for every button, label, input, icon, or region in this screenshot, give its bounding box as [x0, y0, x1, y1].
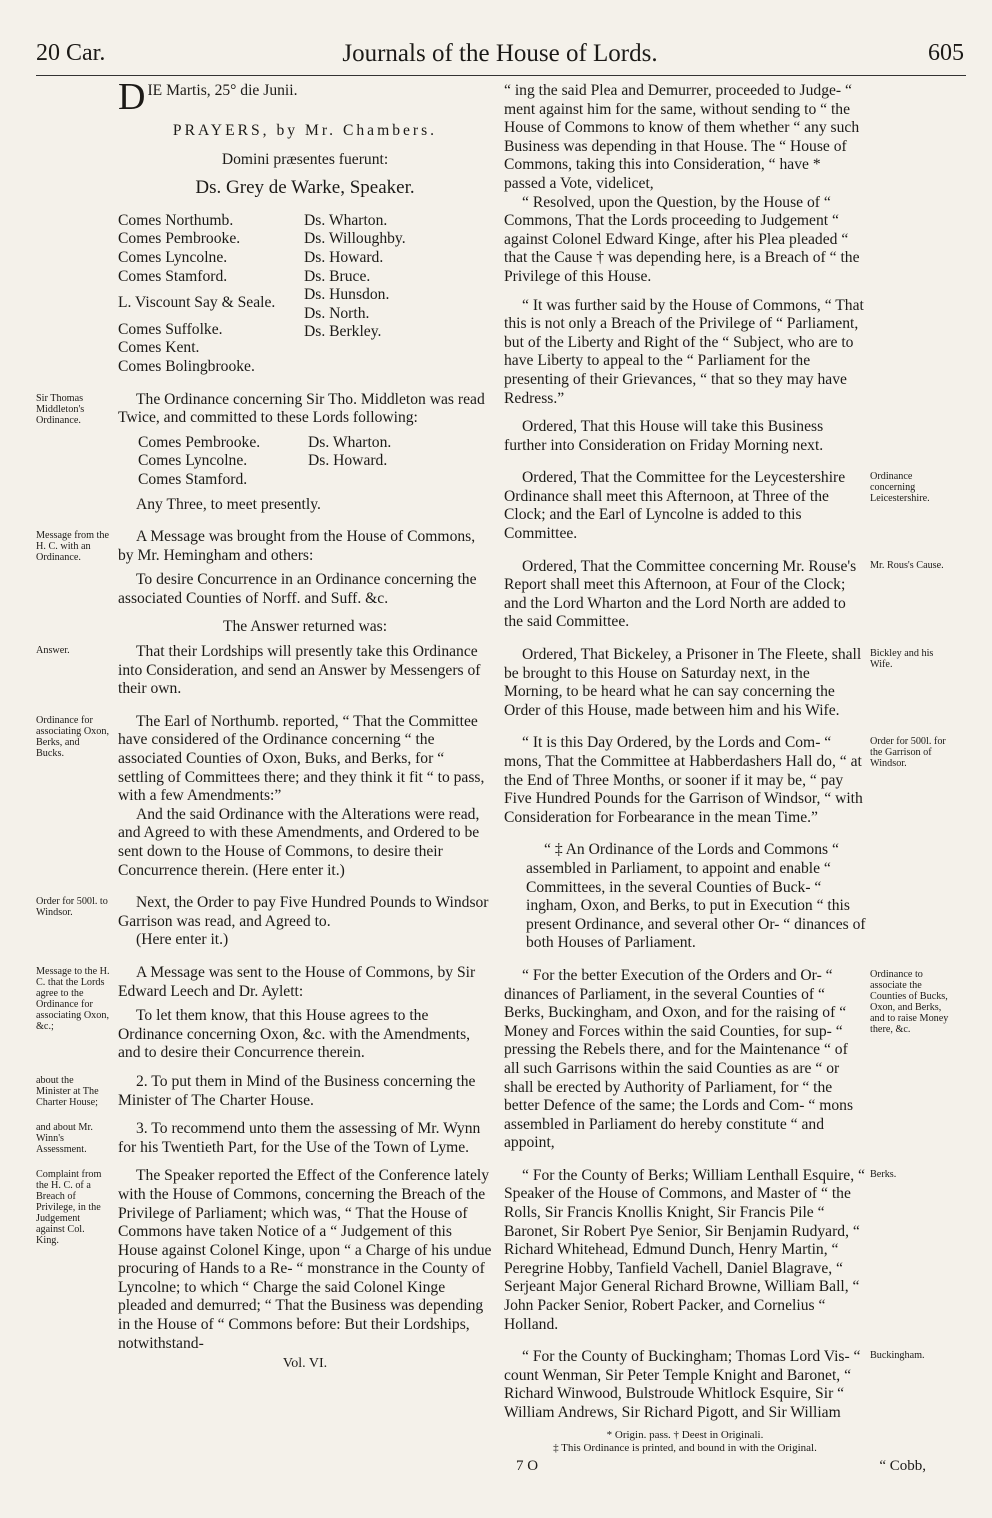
header-session: 20 Car.	[36, 40, 106, 66]
paragraph: A Message was brought from the House of Commons, by Mr. Hemingham and others:	[118, 528, 476, 564]
date-text: IE Martis, 25° die Junii.	[147, 82, 298, 99]
paragraph: “ Resolved, upon the Question, by the House of “ Commons, That the Lords proceeding to Judgement “ against Colonel Edward Kinge, after his Plea pleaded “ that the Cause † was depending here, is a Breach of “ the Privilege of this House.	[504, 193, 860, 285]
paragraph: The Speaker reported the Effect of the Conference lately with the House of Commons, concerning the Breach of the Privilege of Parliament; which was, “ That the House of Commons have taken Notice of a “ Judgement of this House against Colonel Kinge, upon “ a Charge of his undue procuring of Hands to a Re- “ monstrance in the County of Lyncolne; to which “ Charge the said Colonel Kinge pleaded and demurred; “ That the Business was depending in the House of “ Commons before: But their Lordships, notwithstand-	[118, 1167, 492, 1352]
paragraph: “ ‡ An Ordinance of the Lords and Commons “ assembled in Parliament, to appoint and enable “ Committees, in the several Counties of Buck- “ ingham, Oxon, and Berks, to put in Execution “ this present Ordinance, and several other Or- “ dinances of both Houses of Parliament.	[526, 841, 866, 952]
margin-note: Ordinance for associating Oxon, Berks, and Bucks.	[36, 714, 109, 759]
lord-name: Ds. Howard.	[304, 248, 384, 266]
speaker-line: Ds. Grey de Warke, Speaker.	[195, 177, 415, 199]
lord-name: Comes Stamford.	[118, 267, 228, 285]
lord-name: Ds. Bruce.	[304, 267, 371, 285]
paragraph: The Ordinance concerning Sir Tho. Middleton was read Twice, and committed to these Lords following:	[118, 390, 485, 427]
margin-note: and about Mr. Winn's Assessment.	[36, 1122, 93, 1156]
section-order-windsor	[36, 894, 492, 950]
paragraph: Next, the Order to pay Five Hundred Pounds to Windsor Garrison was read, and Agreed to.	[118, 894, 489, 930]
margin-note: Complaint from the H. C. of a Breach of Privilege, in the Judgement against Col. King.	[36, 1169, 102, 1247]
margin-note: Message from the H. C. with an Ordinance.	[36, 530, 109, 564]
section-ordinance-title	[526, 841, 866, 953]
footnote: * Origin. pass. † Deest in Originali.	[606, 1428, 764, 1441]
prayers-line: PRAYERS, by Mr. Chambers.	[172, 122, 438, 139]
lord-name: Comes Bolingbrooke.	[118, 357, 255, 375]
section-charter-house	[36, 1072, 492, 1110]
margin-note: Bickley and his Wife.	[870, 648, 934, 671]
paragraph: A Message was sent to the House of Commons, by Sir Edward Leech and Dr. Aylett:	[118, 963, 476, 1000]
left-column	[36, 76, 498, 1374]
section-message-commons	[36, 528, 492, 608]
lord-name: Ds. Wharton.	[304, 211, 388, 229]
paragraph: “ For the County of Berks; William Lenthall Esquire, “ Speaker of the House of Commons, and Master of “ the Rolls, Sir Francis Knollis Knight, Sir Francis Pile “ Baronet, Sir Robert Pye Senior, Sir Benjamin Rudyard, “ Richard Whitehead, Edmund Dunch, Henry Martin, “ Peregrine Hobby, Tanfield Vachell, Daniel Blagrave, “ Serjeant Major General Richard Browne, William Ball, “ John Packer Senior, Robert Packer, and Cornelius “ Holland.	[504, 1166, 865, 1333]
lord-name: Ds. Wharton.	[308, 433, 392, 451]
section-message-lords-agree	[36, 963, 492, 1063]
paragraph: The Earl of Northumb. reported, “ That the Committee have considered of the Ordinance concerning “ the associated Counties of Oxon, Buks, and Berks, for “ settling of Committees there; and they think it fit “ to pass, with a few Amendments:”	[118, 712, 485, 805]
paragraph: Ordered, That Bickeley, a Prisoner in The Fleete, shall be brought to this House on Saturday next, in the Morning, to be heard what he can say concerning the Order of this House, made between him and his Wife.	[504, 646, 862, 719]
paragraph: Any Three, to meet presently.	[136, 495, 321, 513]
margin-note: Buckingham.	[870, 1350, 925, 1362]
paragraph: “ For the County of Buckingham; Thomas Lord Vis- “ count Wenman, Sir Peter Temple Knight and Baronet, “ Richard Winwood, Bulstroude Whitlock Esquire, Sir “ William Andrews, Sir Richard Pigott, and Sir William	[504, 1348, 861, 1421]
lord-name: Comes Lyncolne.	[138, 452, 248, 470]
domini-line: Domini præsentes fuerunt:	[221, 150, 389, 168]
paragraph: To let them know, that this House agrees to the Ordinance concerning Oxon, &c. with the Amendments, and to desire their Concurrence therein.	[118, 1007, 471, 1062]
section-berks	[504, 1166, 897, 1334]
paragraph: Ordered, That the Committee concerning Mr. Rouse's Report shall meet this Afternoon, at Four of the Clock; and the Lord Wharton and the Lord North are added to the said Committee.	[504, 557, 857, 631]
section-ordinance-preamble	[504, 966, 949, 1153]
paragraph: That their Lordships will presently take this Ordinance into Consideration, and send an Answer by Messengers of their own.	[118, 643, 481, 698]
answer-heading: The Answer returned was:	[222, 618, 388, 636]
margin-note: Order for 500l. for the Garrison of Windsor.	[870, 736, 946, 770]
margin-note: Mr. Rous's Cause.	[870, 559, 944, 571]
header-rule	[36, 75, 966, 76]
lord-name: Ds. Howard.	[308, 452, 388, 470]
date-dropcap: D	[118, 76, 146, 118]
paragraph: 2. To put them in Mind of the Business concerning the Minister of The Charter House.	[118, 1072, 476, 1109]
paragraph: Ordered, That this House will take this Business further into Consideration on Friday Morning next.	[504, 418, 824, 454]
header-title: Journals of the House of Lords.	[342, 40, 658, 67]
margin-note: Order for 500l. to Windsor.	[36, 896, 108, 919]
paragraph: And the said Ordinance with the Alterations were read, and Agreed to with these Amendments, and Ordered to be sent down to the House of Commons, to desire their Concurrence therein. (Here enter it.)	[118, 805, 480, 879]
catchword: “ Cobb,	[879, 1457, 926, 1474]
lord-name: Ds. Willoughby.	[304, 230, 406, 248]
section-buckingham	[504, 1348, 925, 1422]
lord-name: Ds. Berkley.	[304, 323, 382, 341]
volume-mark: Vol. VI.	[282, 1356, 328, 1372]
paragraph: (Here enter it.)	[136, 931, 229, 949]
margin-note: Sir Thomas Middleton's Ordinance.	[36, 392, 85, 426]
section-answer	[36, 643, 492, 699]
present-lords	[118, 212, 492, 377]
lord-name: Comes Pembrooke.	[118, 230, 241, 248]
section-privilege-complaint	[36, 1167, 492, 1353]
footnote: ‡ This Ordinance is printed, and bound in with the Original.	[553, 1441, 817, 1454]
signature-mark: 7 O	[516, 1457, 539, 1474]
page-header	[36, 40, 964, 74]
lord-name: L. Viscount Say & Seale.	[118, 294, 276, 312]
section-middleton	[36, 390, 492, 515]
margin-note: Ordinance to associate the Counties of Bucks, Oxon, and Berks, and to raise Money there, &c.	[870, 968, 949, 1035]
paragraph: 3. To recommend unto them the assessing of Mr. Wynn for his Twentieth Part, for the Use of the Town of Lyme.	[118, 1120, 481, 1156]
header-page-number: 605	[928, 40, 964, 66]
section-leicestershire	[504, 469, 930, 543]
lord-name: Comes Northumb.	[118, 211, 234, 229]
committee-lords	[138, 434, 492, 490]
lord-name: Comes Suffolke.	[118, 320, 223, 338]
paragraph: To desire Concurrence in an Ordinance concerning the associated Counties of Norff. and Suff. &c.	[118, 571, 477, 607]
lord-name: Ds. Hunsdon.	[304, 286, 390, 304]
margin-note: Ordinance concerning Leicestershire.	[870, 471, 930, 505]
paragraph: “ It is this Day Ordered, by the Lords and Com- “ mons, That the Committee at Habberdashers Hall do, “ at the End of Three Months, or sooner if it may be, “ pay Five Hundred Pounds for the Garrison of Windsor, “ with Consideration for Forbearance in the mean Time.”	[504, 734, 863, 826]
lord-name: Comes Pembrooke.	[138, 433, 261, 451]
margin-note: Answer.	[36, 645, 70, 657]
section-bickley	[504, 646, 934, 720]
section-windsor-garrison	[504, 734, 946, 827]
right-column	[504, 82, 964, 1475]
section-winn	[36, 1120, 492, 1157]
paragraph: Ordered, That the Committee for the Leycestershire Ordinance shall meet this Afternoon, at Three of the Clock; and the Earl of Lyncolne is added to this Committee.	[504, 469, 846, 543]
margin-note: Message to the H. C. that the Lords agree to the Ordinance for associating Oxon, &c.;	[36, 965, 110, 1032]
lord-name: Comes Stamford.	[138, 470, 248, 488]
section-ordinance-oxon	[36, 712, 492, 880]
lord-name: Ds. North.	[304, 304, 370, 322]
paragraph: “ It was further said by the House of Commons, “ That this is not only a Breach of the Privilege of “ Parliament, but of the Liberty and Right of the “ Subject, who are to have Liberty to appeal to the “ Parliament for the presenting of their Grievances, “ that so they may have Redress.”	[504, 296, 864, 407]
lord-name: Comes Lyncolne.	[118, 248, 228, 266]
lord-name: Comes Kent.	[118, 339, 200, 357]
paragraph: “ ing the said Plea and Demurrer, proceeded to Judge- “ ment against him for the same, without sending to “ the House of Commons to know of them whether “ any such Business was depending in that House. The “ House of Commons, taking this into Consideration, “ have * passed a Vote, videlicet,	[504, 82, 860, 192]
section-rous	[504, 557, 944, 632]
margin-note: about the Minister at The Charter House;	[36, 1074, 99, 1108]
date-line	[118, 76, 492, 118]
paragraph: “ For the better Execution of the Orders and Or- “ dinances of Parliament, in the several Counties of “ Berks, Buckingham, and Oxon, and for the raising of “ Money and Forces within the said Counties, for sup- “ pressing the Rebels there, and for the Maintenance “ of all such Garrisons within the said Counties as are “ or shall be erected by Authority of Parliament, for “ the better Defence of the same; the Lords and Com- “ mons assembled in Parliament do hereby constitute “ and appoint,	[504, 966, 854, 1152]
margin-note: Berks.	[870, 1168, 897, 1180]
